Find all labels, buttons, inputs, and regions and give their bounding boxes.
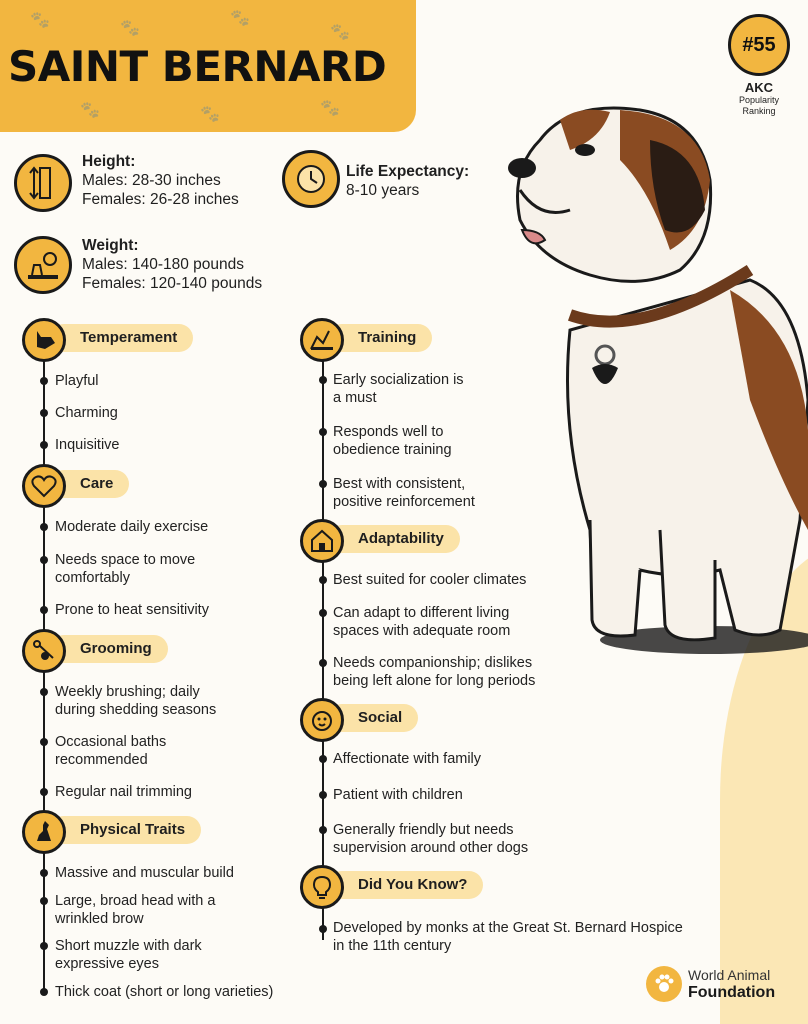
bullet-dot	[40, 523, 48, 531]
weight-title: Weight:	[82, 237, 139, 254]
grooming-item: Weekly brushing; daily	[55, 684, 200, 700]
temperament-item: Charming	[55, 405, 118, 421]
care-item: Needs space to move	[55, 552, 196, 568]
bullet-dot	[319, 755, 327, 763]
dog-head-icon	[22, 318, 66, 362]
bullet-dot	[40, 688, 48, 696]
bullet-dot	[319, 576, 327, 584]
lightbulb-icon	[300, 865, 344, 909]
temperament-item: Inquisitive	[55, 437, 120, 453]
adaptability-title: Adaptability	[328, 525, 460, 553]
temperament-title: Temperament	[50, 324, 193, 352]
adaptability-item: Can adapt to different living	[333, 605, 510, 621]
bullet-dot	[40, 988, 48, 996]
heart-paw-icon	[22, 464, 66, 508]
didyouknow-title: Did You Know?	[328, 871, 483, 899]
didyouknow-item: Developed by monks at the Great St. Bernard Hospice	[333, 920, 683, 936]
height-title: Height:	[82, 153, 136, 170]
wwf-logo	[646, 966, 775, 1002]
physical-item: Thick coat (short or long varieties)	[55, 984, 274, 1000]
grooming-item: Regular nail trimming	[55, 784, 192, 800]
life-value: 8-10 years	[346, 182, 420, 199]
physical-item: Large, broad head with a	[55, 893, 216, 909]
bullet-dot	[40, 788, 48, 796]
logo-line1: World Animal	[688, 967, 771, 983]
scale-icon	[14, 236, 72, 294]
care-item: Prone to heat sensitivity	[55, 602, 209, 618]
title-banner: 🐾 🐾 🐾 🐾 🐾 🐾 🐾 SAINT BERNARD	[0, 0, 416, 132]
dog-illustration	[500, 100, 808, 660]
rank-akc: AKC	[744, 80, 774, 95]
bullet-dot	[40, 377, 48, 385]
bullet-dot	[40, 738, 48, 746]
rank-sub-1: Popularity	[738, 95, 780, 105]
training-title: Training	[328, 324, 432, 352]
social-title: Social	[328, 704, 418, 732]
training-item: obedience training	[333, 442, 452, 458]
bullet-dot	[40, 556, 48, 564]
bullet-dot	[40, 869, 48, 877]
bullet-dot	[40, 409, 48, 417]
height-males: Males: 28-30 inches	[82, 172, 221, 189]
temperament-item: Playful	[55, 373, 99, 389]
adaptability-item: Needs companionship; dislikes	[333, 655, 533, 671]
rank-sub-2: Ranking	[742, 106, 776, 116]
physical-item: Short muzzle with dark	[55, 938, 202, 954]
weight-females: Females: 120-140 pounds	[82, 275, 263, 292]
training-item: Responds well to	[333, 424, 444, 440]
clock-icon	[282, 150, 340, 208]
bullet-dot	[40, 942, 48, 950]
weight-block	[82, 236, 262, 293]
physical-title: Physical Traits	[50, 816, 201, 844]
sitting-dog-icon	[22, 810, 66, 854]
rank-badge: #55	[728, 14, 790, 76]
bullet-dot	[319, 791, 327, 799]
bullet-dot	[319, 480, 327, 488]
bullet-dot	[319, 659, 327, 667]
agility-dog-icon	[300, 318, 344, 362]
adaptability-item: spaces with adequate room	[333, 623, 511, 639]
grooming-title: Grooming	[50, 635, 168, 663]
bullet-dot	[319, 925, 327, 933]
training-item: Early socialization is	[333, 372, 464, 388]
training-item: a must	[333, 390, 377, 406]
adaptability-item: Best suited for cooler climates	[333, 572, 527, 588]
physical-item: expressive eyes	[55, 956, 159, 972]
bullet-dot	[319, 609, 327, 617]
page-title: SAINT BERNARD	[8, 42, 387, 91]
training-item: Best with consistent,	[333, 476, 466, 492]
paw-logo-icon	[646, 966, 682, 1002]
weight-males: Males: 140-180 pounds	[82, 256, 245, 273]
dog-house-icon	[300, 519, 344, 563]
life-block	[346, 162, 469, 200]
logo-text	[688, 967, 775, 1001]
care-item: comfortably	[55, 570, 130, 586]
grooming-item: during shedding seasons	[55, 702, 217, 718]
dog-face-heart-icon	[300, 698, 344, 742]
physical-item: Massive and muscular build	[55, 865, 234, 881]
adaptability-item: being left alone for long periods	[333, 673, 536, 689]
social-item: supervision around other dogs	[333, 840, 529, 856]
grooming-scissors-icon	[22, 629, 66, 673]
social-item: Patient with children	[333, 787, 463, 803]
logo-line2: Foundation	[688, 984, 776, 1001]
didyouknow-item: in the 11th century	[333, 938, 452, 954]
grooming-item: recommended	[55, 752, 148, 768]
height-block	[82, 152, 239, 209]
bullet-dot	[319, 428, 327, 436]
training-item: positive reinforcement	[333, 494, 475, 510]
bullet-dot	[40, 606, 48, 614]
height-females: Females: 26-28 inches	[82, 191, 239, 208]
care-item: Moderate daily exercise	[55, 519, 209, 535]
physical-item: wrinkled brow	[55, 911, 144, 927]
height-icon	[14, 154, 72, 212]
social-item: Generally friendly but needs	[333, 822, 514, 838]
life-title: Life Expectancy:	[346, 163, 470, 180]
bullet-dot	[40, 441, 48, 449]
bullet-dot	[40, 897, 48, 905]
bullet-dot	[319, 826, 327, 834]
grooming-item: Occasional baths	[55, 734, 167, 750]
social-item: Affectionate with family	[333, 751, 482, 767]
care-title: Care	[50, 470, 129, 498]
bullet-dot	[319, 376, 327, 384]
